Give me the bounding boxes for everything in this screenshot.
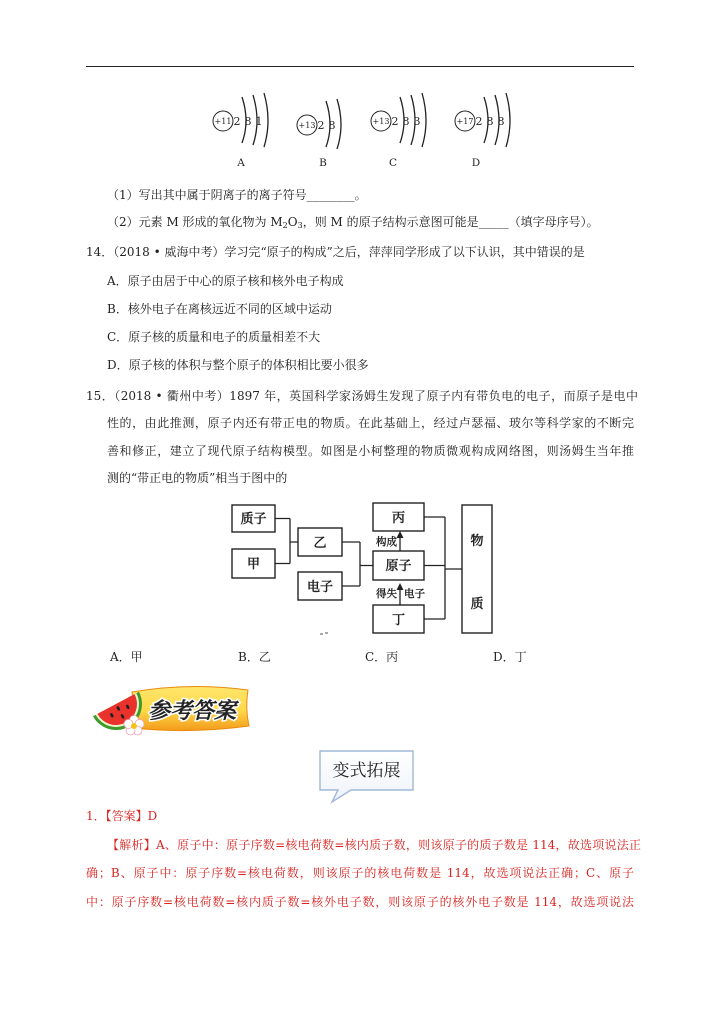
shell-electrons: 8 bbox=[486, 115, 494, 128]
shell-electrons: 8 bbox=[402, 115, 410, 128]
shell-electrons: 2 bbox=[391, 115, 399, 128]
shell-electrons: 8 bbox=[328, 119, 336, 132]
subscript: 2 bbox=[282, 221, 288, 230]
box-matter bbox=[462, 505, 492, 633]
shell-arc bbox=[337, 99, 341, 149]
question-15-line-1 bbox=[86, 388, 638, 404]
atom-diagram-a bbox=[213, 93, 268, 169]
bracket-to-matter bbox=[424, 517, 462, 619]
box-label: 甲 bbox=[246, 557, 261, 572]
shell-electrons: 2 bbox=[475, 115, 483, 128]
atom-label: B bbox=[319, 157, 327, 169]
bracket-yi-electron bbox=[342, 542, 373, 586]
arrow-label: 得失 bbox=[376, 588, 397, 600]
shell-electrons: 2 bbox=[317, 119, 325, 132]
question-14-option-d: D．原子核的体积与整个原子的体积相比要小很多 bbox=[107, 358, 369, 372]
question-15-option-a: A．甲 bbox=[110, 650, 143, 664]
shell-arc bbox=[264, 93, 268, 147]
nucleus-charge: +11 bbox=[214, 117, 232, 126]
box-label: 物 bbox=[470, 534, 484, 549]
atom-diagram-c bbox=[371, 93, 426, 169]
bracket-proton-jia bbox=[275, 519, 298, 564]
question-14-option-b: B．核外电子在离核远近不同的区域中运动 bbox=[107, 302, 332, 316]
box-proton bbox=[232, 505, 275, 532]
box-atom bbox=[373, 551, 424, 580]
arrow-label: 构成 bbox=[376, 536, 397, 548]
subscript: 3 bbox=[297, 221, 303, 230]
shell-electrons: 1 bbox=[255, 115, 263, 128]
box-jia bbox=[232, 549, 275, 578]
box-label: 丁 bbox=[391, 613, 406, 628]
box-yi bbox=[298, 528, 342, 556]
box-label: 丙 bbox=[391, 511, 406, 526]
question-15-option-c: C．丙 bbox=[365, 650, 399, 664]
banner-title: 参考答案 bbox=[147, 698, 237, 724]
atom-diagram-b bbox=[297, 99, 341, 169]
sub-question-2 bbox=[107, 214, 599, 230]
atom-diagram-d bbox=[455, 93, 510, 169]
question-15-line-2: 性的，由此推测，原子内还有带正电的物质。在此基础上，经过卢瑟福、玻尔等科学家的不断完 bbox=[107, 416, 634, 430]
question-number: 14． bbox=[86, 245, 114, 259]
nucleus-charge: +13 bbox=[298, 121, 316, 130]
question-text: （2018 • 威海中考）学习完“原子的构成”之后，萍萍同学形成了以下认识，其中错误的是 bbox=[113, 245, 585, 259]
analysis-line-1: 【解析】A、原子中：原子序数=核电荷数=核内质子数，则该原子的质子数是 114，故选项说法正 bbox=[107, 838, 641, 852]
atom-label: D bbox=[471, 157, 481, 169]
box-ding bbox=[373, 605, 424, 633]
sub-question-2-text: O bbox=[287, 215, 298, 229]
analysis-line-2: 确；B、原子中：原子序数=核电荷数，则该原子的核电荷数是 114，故选项说法正确；C、原子 bbox=[86, 866, 634, 880]
scan-mark bbox=[320, 633, 328, 634]
section-title: 变式拓展 bbox=[332, 761, 401, 781]
question-15-option-b: B．乙 bbox=[238, 650, 271, 664]
question-text: （2018 • 衢州中考）1897 年，英国科学家汤姆生发现了原子内有带负电的电子，而原子是电中 bbox=[114, 389, 638, 403]
box-label: 质 bbox=[470, 597, 484, 612]
atom-label: A bbox=[237, 157, 245, 169]
compose-arrow bbox=[376, 531, 404, 551]
question-14-stem bbox=[86, 244, 585, 260]
shell-electrons: 2 bbox=[233, 115, 241, 128]
question-15-option-d: D．丁 bbox=[493, 650, 527, 664]
nucleus-charge: +13 bbox=[372, 117, 390, 126]
shell-electrons: 3 bbox=[413, 115, 421, 128]
question-15-line-3: 善和修正，建立了现代原子结构模型。如图是小柯整理的物质微观构成网络图，则汤姆生当年推 bbox=[107, 444, 634, 458]
arrow-head-icon bbox=[397, 531, 404, 538]
analysis-line-3: 中：原子序数=核电荷数=核内质子数=核外电子数，则该原子的核外电子数是 114，故选项说法 bbox=[86, 895, 634, 909]
atom-structure-diagrams bbox=[195, 88, 525, 173]
arrow-head-icon bbox=[397, 583, 404, 590]
question-number: 15． bbox=[86, 389, 115, 403]
matter-composition-diagram bbox=[220, 495, 500, 645]
shell-arc bbox=[422, 93, 426, 147]
gain-lose-electron-arrow bbox=[376, 583, 425, 605]
question-15-line-4: 测的“带正电的物质”相当于图中的 bbox=[107, 471, 288, 485]
sub-question-2-text: ，则 M 的原子结构示意图可能是_____（填字母序号）。 bbox=[302, 215, 599, 229]
box-electron bbox=[298, 572, 342, 600]
sub-question-1: （1）写出其中属于阴离子的离子符号________。 bbox=[107, 188, 367, 202]
atom-label: C bbox=[388, 157, 398, 169]
question-14-option-c: C．原子核的质量和电子的质量相差不大 bbox=[107, 330, 321, 344]
nucleus-charge: +17 bbox=[456, 117, 474, 126]
arrow-label: 电子 bbox=[404, 588, 425, 600]
shell-arc bbox=[506, 93, 510, 147]
shell-electrons: 8 bbox=[244, 115, 252, 128]
shell-electrons: 8 bbox=[497, 115, 505, 128]
header-rule bbox=[86, 66, 634, 67]
box-label: 电子 bbox=[306, 580, 334, 595]
box-label: 质子 bbox=[240, 512, 267, 527]
answer-line: 1．【答案】D bbox=[86, 809, 158, 823]
reference-answer-banner bbox=[86, 674, 254, 740]
box-bing bbox=[373, 503, 424, 531]
box-label: 乙 bbox=[313, 536, 327, 551]
section-heading-box bbox=[315, 746, 420, 808]
sub-question-2-text: （2）元素 M 形成的氧化物为 M bbox=[107, 215, 283, 229]
question-14-option-a: A．原子由居于中心的原子核和核外电子构成 bbox=[107, 274, 344, 288]
box-label: 原子 bbox=[385, 559, 412, 574]
